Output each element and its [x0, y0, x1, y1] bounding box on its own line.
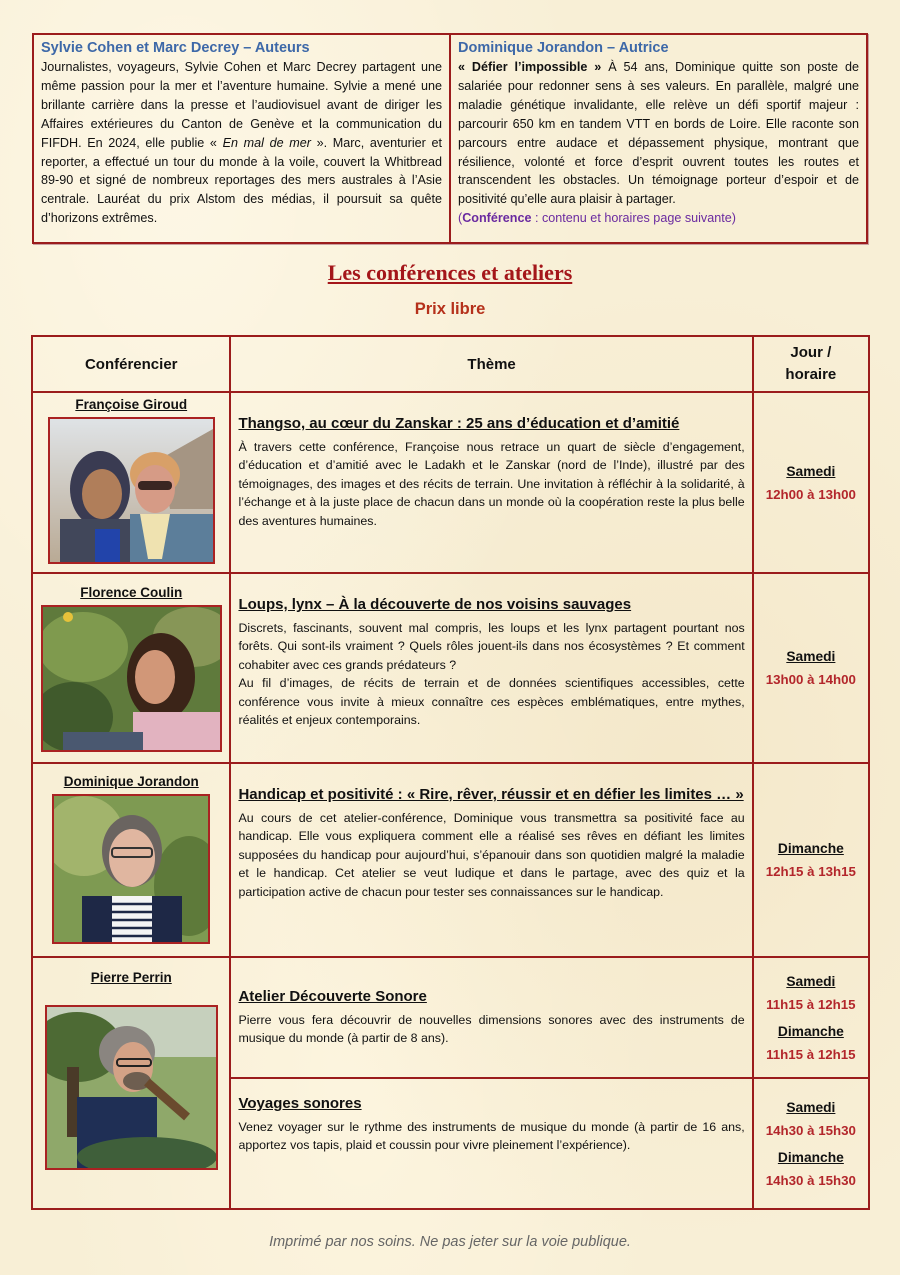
speaker-name: Florence Coulin: [80, 585, 183, 600]
author-title: Sylvie Cohen et Marc Decrey – Auteurs: [41, 40, 310, 56]
day-label: Dimanche: [777, 1023, 844, 1039]
author-bio: [458, 58, 859, 209]
section-title-text: Les conférences et ateliers: [327, 260, 573, 285]
time-label: 11h15 à 12h15: [766, 1046, 856, 1062]
time-label: 14h30 à 15h30: [765, 1122, 856, 1138]
author-bio-text: Journalistes, voyageurs, Sylvie Cohen et Marc Decrey partagent une même passion pour la mer et l’aventure humaine. Sylvie a mené une brillante carrière dans la presse et l’audiovisuel avant de diriger les Affaires extérieures du Canton de Genève et la communication du FIFDH. En 2024, elle publie «: [41, 60, 442, 150]
theme-description: À travers cette conférence, Françoise nous retrace un quart de siècle d’engagement, d’éducation et d’amitié avec le Ladakh et le Zanskar (nord de l’Inde), illustré par des témoignages, des images et des récits de terrain. Une invitation à réfléchir à la solidarité, à l’échange et à la juste place de chacun dans un monde où la coopération reste la plus belle des aventures humaines.: [238, 440, 745, 528]
note-text: : contenu et horaires page suivante): [531, 211, 736, 226]
time-label: 14h30 à 15h30: [765, 1172, 856, 1188]
speaker-name: Pierre Perrin: [90, 970, 172, 985]
speaker-cell: [32, 763, 230, 957]
header-speaker: Conférencier: [32, 336, 230, 392]
table-row: [32, 573, 869, 763]
photo-two-women-icon: [50, 419, 213, 562]
day-label: Samedi: [786, 973, 836, 989]
speaker-name: Dominique Jorandon: [63, 774, 199, 789]
author-bio: [41, 58, 442, 228]
speaker-cell: [32, 573, 230, 763]
book-title: « Défier l’impossible »: [458, 60, 602, 74]
time-label: 12h00 à 13h00: [765, 486, 856, 502]
table-header-row: [32, 336, 869, 392]
theme-description: Discrets, fascinants, souvent mal compris, les loups et les lynx partagent pourtant nos forêts. Qui sont-ils vraiment ? Quels rôles jouent-ils dans nos écosystèmes ? Et comment cohabiter avec ces grands prédateurs ?: [238, 621, 745, 672]
table-row: [32, 763, 869, 957]
photo-woman-garden-icon: [43, 607, 220, 750]
theme-title: Thangso, au cœur du Zanskar : 25 ans d’éducation et d’amitié: [238, 415, 680, 432]
theme-title: Voyages sonores: [238, 1095, 362, 1112]
author-bio-text: ». Marc, aventurier et reporter, a effectué un tour du monde à la voile, couvert la Whitbread 89-90 et signé de nombreux reportages des mers australes à l’Asie centrale. Lauréat du prix Alstom des médias, il poursuit sa quête d’horizons extrêmes.: [41, 135, 442, 226]
day-label: Samedi: [786, 463, 836, 479]
theme-cell: [230, 1078, 752, 1209]
price-subtitle: Prix libre: [414, 300, 486, 318]
time-label: 13h00 à 14h00: [765, 672, 856, 687]
time-label: 11h15 à 12h15: [766, 996, 856, 1012]
schedule-cell: [753, 763, 869, 957]
schedule-cell: [753, 1078, 869, 1209]
conference-note: [458, 209, 859, 228]
theme-description: Au cours de cet atelier-conférence, Dominique vous transmettra sa positivité face au handicap. Elle vous expliquera comment elle a réalisé ses rêves en défiant les limites supposées du handicap pour aujourd’hui, s’épanouir dans son quotidien malgré la maladie et le handicap. Cet atelier se veut ludique et dans le partage, avec des quiz et la participation active de chacun pour tester ses connaissances sur le handicap.: [238, 811, 745, 899]
note-bold: Conférence: [462, 211, 532, 226]
day-label: Dimanche: [777, 1149, 844, 1165]
header-theme: Thème: [230, 336, 752, 392]
theme-cell: [230, 573, 752, 763]
table-row: [32, 392, 869, 573]
note-paren: (: [458, 211, 463, 226]
theme-cell: [230, 957, 752, 1078]
theme-description: Venez voyager sur le rythme des instruments de musique du monde (à partir de 16 ans, apportez vos tapis, plaid et coussin pour vivre pleinement l’expérience).: [238, 1120, 745, 1153]
speaker-cell: [32, 957, 230, 1209]
section-title: [0, 260, 900, 286]
theme-description: Pierre vous fera découvrir de nouvelles dimensions sonores avec des instruments de musique du monde (à partir de 8 ans).: [238, 1013, 745, 1046]
author-bio-text: À 54 ans, Dominique quitte son poste de salariée pour redonner sens à ses valeurs. En parallèle, malgré une maladie génétique invalidante, elle relève un défi sportif majeur : parcourir 650 km en tandem VTT en bords de Loire. Elle raconte son parcours entre audace et dépassement physique, montrant que résilience, volonté et force d’esprit ouvrent toutes les routes et transcendent les obstacles. Un témoignage porteur d’espoir et de positivité qu’elle aura plaisir à partager.: [458, 60, 859, 207]
day-label: Dimanche: [777, 841, 844, 856]
photo-woman-glasses-icon: [54, 796, 208, 942]
time-label: 12h15 à 13h15: [765, 864, 856, 879]
theme-title: Atelier Découverte Sonore: [238, 988, 427, 1005]
schedule-cell: [753, 573, 869, 763]
theme-cell: [230, 763, 752, 957]
book-title: En mal de mer: [222, 135, 311, 150]
day-label: Samedi: [786, 1099, 836, 1115]
author-block-cohen-decrey: [34, 35, 451, 242]
footer-note: Imprimé par nos soins. Ne pas jeter sur la voie publique.: [269, 1234, 631, 1250]
theme-title: Handicap et positivité : « Rire, rêver, réussir et en défier les limites … »: [238, 786, 744, 803]
author-block-jorandon: [451, 35, 866, 242]
table-row: [32, 957, 869, 1078]
theme-title: Loups, lynx – À la découverte de nos voisins sauvages: [238, 596, 632, 613]
speaker-photo: [48, 417, 215, 564]
theme-cell: [230, 392, 752, 573]
schedule-table: [31, 335, 870, 1210]
speaker-name: Françoise Giroud: [75, 397, 188, 412]
speaker-photo: [41, 605, 222, 752]
schedule-cell: [753, 392, 869, 573]
speaker-cell: [32, 392, 230, 573]
header-schedule: Jour / horaire: [753, 336, 869, 392]
theme-description: Au fil d’images, de récits de terrain et de données scientifiques accessibles, cette conférence vous invite à mieux connaître ces espèces emblématiques, entre mythes, réalités et enjeux contemporains.: [238, 676, 745, 728]
schedule-cell: [753, 957, 869, 1078]
photo-man-flute-icon: [47, 1007, 216, 1168]
speaker-photo: [52, 794, 210, 944]
author-title: Dominique Jorandon – Autrice: [458, 40, 669, 56]
day-label: Samedi: [786, 649, 836, 664]
authors-box: [32, 33, 868, 244]
speaker-photo: [45, 1005, 218, 1170]
